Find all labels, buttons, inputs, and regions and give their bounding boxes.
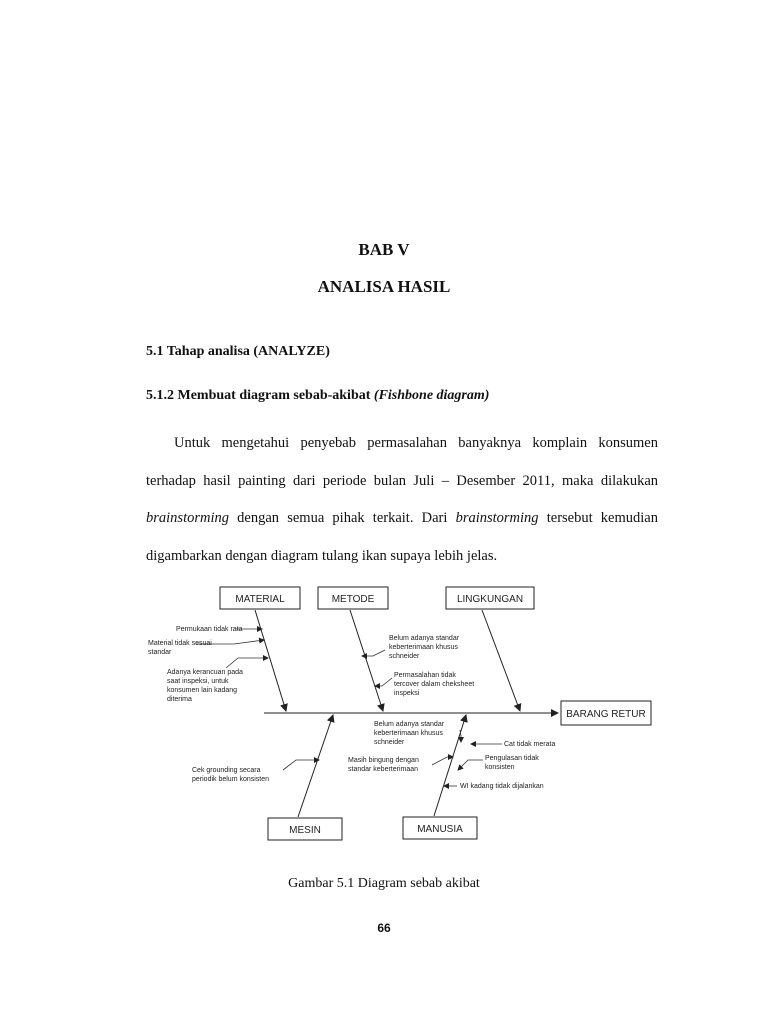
italic-term: brainstorming [146, 510, 229, 526]
material-cause-2-line1: Material tidak sesuai [148, 640, 212, 647]
chapter-number: BAB V [358, 240, 410, 259]
manusia-cause-4-line2: konsisten [485, 764, 515, 771]
bone-material [255, 610, 286, 711]
section-heading-5-1: 5.1 Tahap analisa (ANALYZE) [146, 344, 330, 359]
category-label-lingkungan: LINGKUNGAN [456, 594, 524, 605]
material-cause-3-line3: konsumen lain kadang [167, 687, 238, 694]
category-label-material: MATERIAL [235, 594, 285, 605]
manusia-cause-1-line3: schneider [374, 739, 405, 746]
manusia-cause-5: WI kadang tidak dijalankan [460, 783, 544, 790]
paragraph-line: digambarkan dengan diagram tulang ikan supaya lebih jelas. [146, 547, 498, 564]
material-cause-1: Permukaan tidak rata [176, 626, 243, 633]
manusia-cause-tick [458, 760, 483, 770]
bone-mesin [298, 715, 333, 817]
metode-cause-tick [375, 678, 392, 686]
italic-term: brainstorming [455, 510, 539, 526]
paragraph-text: dengan semua pihak terkait. Dari [229, 510, 456, 526]
metode-cause-2-line2: tercover dalam cheksheet [394, 681, 475, 688]
metode-cause-tick [362, 650, 385, 656]
figure-caption: Gambar 5.1 Diagram sebab akibat [288, 876, 480, 891]
paragraph-line: terhadap hasil painting dari periode bulan Juli – Desember 2011, maka dilakukan [146, 472, 658, 489]
material-cause-2-line2: standar [148, 649, 172, 656]
metode-cause-2-line3: inspeksi [394, 690, 420, 697]
metode-cause-1-line1: Belum adanya standar [389, 635, 460, 642]
metode-cause-1-line3: schneider [389, 653, 420, 660]
page-number: 66 [377, 921, 391, 935]
section-heading-italic: (Fishbone diagram) [373, 388, 490, 403]
metode-cause-2-line1: Permasalahan tidak [394, 672, 456, 679]
manusia-cause-2-line2: standar keberterimaan [348, 766, 419, 773]
manusia-cause-3: Cat tidak merata [504, 741, 556, 748]
manusia-cause-tick [432, 757, 453, 765]
material-cause-tick [226, 658, 268, 668]
metode-cause-1-line2: keberterimaan khusus [389, 644, 458, 651]
category-label-mesin: MESIN [289, 825, 321, 836]
effect-label: BARANG RETUR [566, 709, 646, 720]
bone-lingkungan [482, 610, 520, 711]
paragraph-text: tersebut kemudian [538, 510, 658, 526]
material-cause-3-line4: diterima [167, 696, 192, 703]
manusia-cause-4-line1: Pengulasan tidak [485, 755, 539, 762]
material-cause-3-line2: saat inspeksi, untuk [167, 678, 229, 685]
category-label-metode: METODE [331, 594, 375, 605]
chapter-title: ANALISA HASIL [317, 277, 451, 296]
bone-metode [350, 610, 383, 711]
manusia-cause-1-line2: keberterimaan khusus [374, 730, 443, 737]
mesin-cause-1-line2: periodik belum konsisten [192, 776, 270, 783]
section-heading-text: 5.1.2 Membuat diagram sebab-akibat [146, 388, 374, 403]
paragraph-line: Untuk mengetahui penyebab permasalahan banyaknya komplain konsumen [174, 435, 658, 451]
mesin-cause-tick [283, 760, 319, 770]
manusia-cause-1-line1: Belum adanya standar [374, 721, 445, 728]
category-label-manusia: MANUSIA [417, 824, 463, 835]
manusia-cause-2-line1: Masih bingung dengan [348, 757, 419, 764]
mesin-cause-1-line1: Cek grounding secara [192, 767, 261, 774]
material-cause-3-line1: Adanya kerancuan pada [167, 669, 243, 676]
